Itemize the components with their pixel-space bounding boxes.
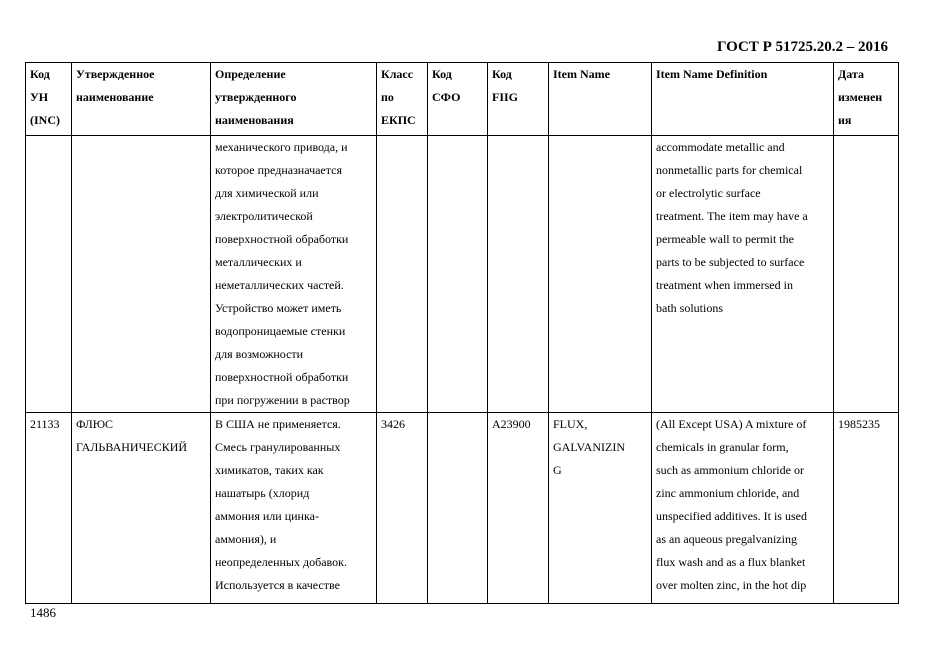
text-line: для возможности <box>215 347 304 361</box>
text-line: аммония), и <box>215 532 277 546</box>
cell-definition <box>211 413 377 604</box>
text-line: УН <box>30 90 49 104</box>
column-header-inc <box>26 63 72 136</box>
column-header-sfo <box>428 63 488 136</box>
text-line: поверхностной обработки <box>215 370 349 384</box>
text-line: Код <box>492 67 512 81</box>
column-header-item-definition <box>652 63 834 136</box>
text-line: Item Name Definition <box>656 67 768 81</box>
text-line: 3426 <box>381 417 405 431</box>
text-line: treatment. The item may have a <box>656 209 808 223</box>
text-line: нашатырь (хлорид <box>215 486 310 500</box>
text-line: Смесь гранулированных <box>215 440 341 454</box>
text-line: (All Except USA) A mixture of <box>656 417 807 431</box>
table-row <box>26 136 899 413</box>
table-row <box>26 413 899 604</box>
text-line: GALVANIZIN <box>553 440 625 454</box>
text-line: Код <box>432 67 452 81</box>
text-line: для химической или <box>215 186 319 200</box>
text-line: accommodate metallic and <box>656 140 785 154</box>
column-header-fiig <box>488 63 549 136</box>
text-line: Используется в качестве <box>215 578 340 592</box>
text-line: водопроницаемые стенки <box>215 324 346 338</box>
column-header-approved-name <box>72 63 211 136</box>
cell-approved-name <box>72 136 211 413</box>
text-line: FIIG <box>492 90 519 104</box>
cell-class <box>377 413 428 604</box>
text-line: Код <box>30 67 50 81</box>
text-line: flux wash and as a flux blanket <box>656 555 806 569</box>
text-line: nonmetallic parts for chemical <box>656 163 803 177</box>
cell-fiig <box>488 136 549 413</box>
column-header-class <box>377 63 428 136</box>
cell-change-date <box>834 413 899 604</box>
text-line: неопределенных добавок. <box>215 555 347 569</box>
cell-inc <box>26 413 72 604</box>
text-line: over molten zinc, in the hot dip <box>656 578 807 592</box>
text-line: bath solutions <box>656 301 724 315</box>
text-line: A23900 <box>492 417 531 431</box>
text-line: chemicals in granular form, <box>656 440 789 454</box>
text-line: treatment when immersed in <box>656 278 793 292</box>
text-line: механического привода, и <box>215 140 348 154</box>
cell-item-name <box>549 136 652 413</box>
text-line: 21133 <box>30 417 60 431</box>
table-header-row <box>26 63 899 136</box>
text-line: утвержденного <box>215 90 297 104</box>
text-line: or electrolytic surface <box>656 186 761 200</box>
cell-inc <box>26 136 72 413</box>
text-line: ФЛЮС <box>76 417 114 431</box>
text-line: 1985235 <box>838 417 880 431</box>
text-line: металлических и <box>215 255 302 269</box>
text-line: поверхностной обработки <box>215 232 349 246</box>
text-line: as an aqueous pregalvanizing <box>656 532 797 546</box>
page-number: 1486 <box>30 605 56 620</box>
catalog-table <box>25 62 899 604</box>
text-line: such as ammonium chloride or <box>656 463 804 477</box>
text-line: Класс <box>381 67 414 81</box>
text-line: по <box>381 90 394 104</box>
column-header-item-name <box>549 63 652 136</box>
text-line: электролитической <box>215 209 313 223</box>
text-line: Определение <box>215 67 286 81</box>
text-line: Item Name <box>553 67 610 81</box>
text-line: G <box>553 463 562 477</box>
text-line: химикатов, таких как <box>215 463 324 477</box>
text-line: изменен <box>838 90 883 104</box>
cell-class <box>377 136 428 413</box>
text-line: неметаллических частей. <box>215 278 344 292</box>
column-header-change-date <box>834 63 899 136</box>
text-line: при погружении в раствор <box>215 393 350 407</box>
cell-change-date <box>834 136 899 413</box>
cell-item-definition <box>652 413 834 604</box>
text-line: которое предназначается <box>215 163 342 177</box>
text-line: permeable wall to permit the <box>656 232 794 246</box>
cell-item-name <box>549 413 652 604</box>
text-line: ЕКПС <box>381 113 416 127</box>
cell-fiig <box>488 413 549 604</box>
cell-sfo <box>428 413 488 604</box>
text-line: В США не применяется. <box>215 417 341 431</box>
text-line: Устройство может иметь <box>215 301 342 315</box>
text-line: ГАЛЬВАНИЧЕСКИЙ <box>76 440 188 454</box>
text-line: аммония или цинка- <box>215 509 319 523</box>
text-line: parts to be subjected to surface <box>656 255 805 269</box>
column-header-definition <box>211 63 377 136</box>
text-line: ия <box>838 113 852 127</box>
cell-definition <box>211 136 377 413</box>
text-line: Дата <box>838 67 864 81</box>
text-line: Утвержденное <box>76 67 155 81</box>
text-line: наименование <box>76 90 154 104</box>
cell-approved-name <box>72 413 211 604</box>
cell-item-definition <box>652 136 834 413</box>
text-line: (INC) <box>30 113 60 127</box>
text-line: СФО <box>432 90 461 104</box>
text-line: zinc ammonium chloride, and <box>656 486 800 500</box>
text-line: unspecified additives. It is used <box>656 509 807 523</box>
cell-sfo <box>428 136 488 413</box>
text-line: наименования <box>215 113 294 127</box>
text-line: FLUX, <box>553 417 588 431</box>
document-code: ГОСТ Р 51725.20.2 – 2016 <box>716 39 888 55</box>
